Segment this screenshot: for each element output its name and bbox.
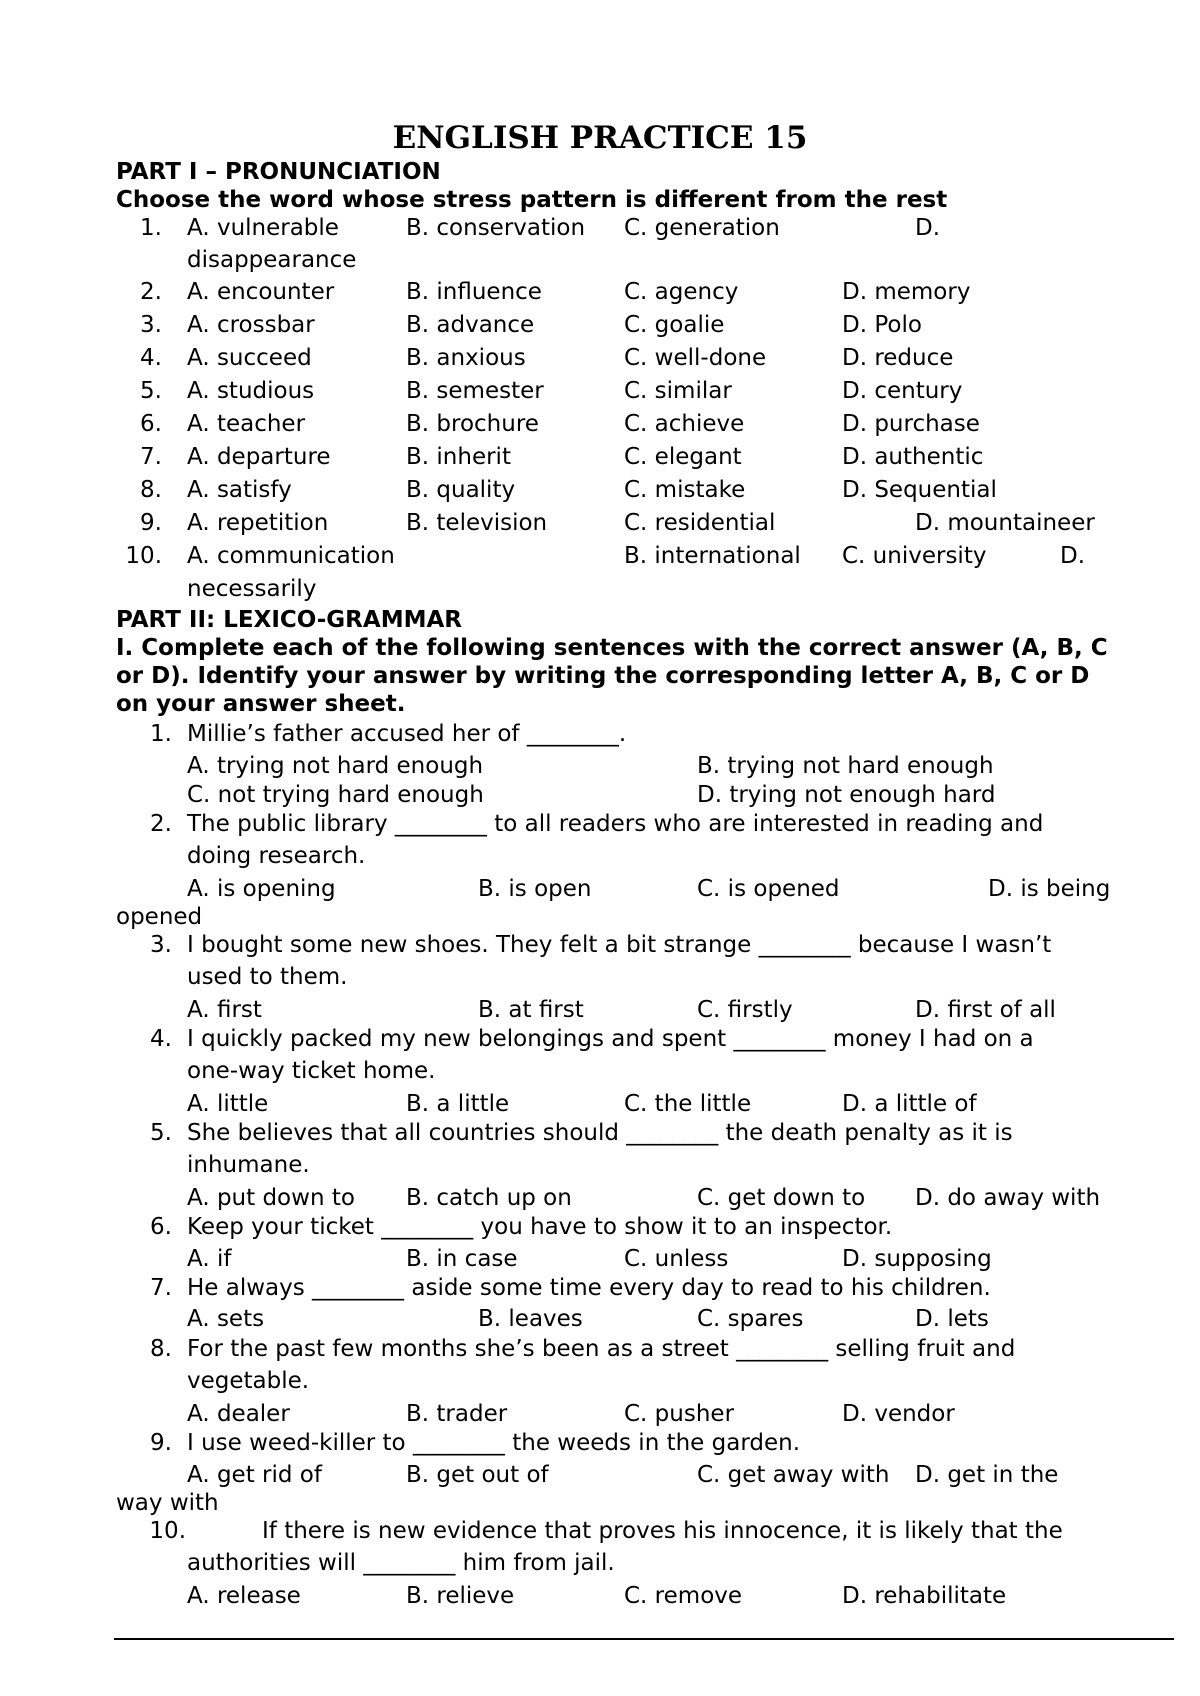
question-text: If there is new evidence that proves his innocence, it is likely that the: [262, 1518, 1063, 1544]
option-d: D. supposing: [842, 1246, 992, 1272]
option-b: B. influence: [406, 279, 542, 305]
question-text: I quickly packed my new belongings and spent ________ money I had on a: [187, 1026, 1034, 1052]
question-text: authorities will ________ him from jail.: [187, 1550, 615, 1576]
option-d: D. century: [842, 378, 963, 404]
part2-heading: PART II: LEXICO-GRAMMAR: [116, 607, 462, 633]
option-a: A. is opening: [187, 876, 336, 902]
question-text: I bought some new shoes. They felt a bit strange ________ because I wasn’t: [187, 932, 1052, 958]
option-a: A. trying not hard enough: [187, 753, 484, 779]
question-number: 1.: [150, 721, 172, 747]
option-a: A. satisfy: [187, 477, 292, 503]
question-text: He always ________ aside some time every day to read to his children.: [187, 1275, 991, 1301]
option-a: A. succeed: [187, 345, 312, 371]
option-b: B. conservation: [406, 215, 586, 241]
option-b: B. get out of: [406, 1462, 549, 1488]
option-b: B. is open: [478, 876, 592, 902]
item-number: 4.: [140, 345, 162, 371]
option-a: A. vulnerable: [187, 215, 339, 241]
question-number: 6.: [150, 1214, 172, 1240]
question-number: 10.: [149, 1518, 186, 1544]
option-a: A. departure: [187, 444, 331, 470]
question-text: Keep your ticket ________ you have to show it to an inspector.: [187, 1214, 893, 1240]
option-b: B. at first: [478, 997, 584, 1023]
option-b: B. leaves: [478, 1306, 583, 1332]
item-number: 3.: [140, 312, 162, 338]
option-a: A. if: [187, 1246, 232, 1272]
option-d: D. memory: [842, 279, 971, 305]
option-d: D. trying not enough hard: [697, 782, 996, 808]
option-d: D.: [915, 215, 941, 241]
option-c: C. mistake: [624, 477, 746, 503]
option-c: C. similar: [624, 378, 732, 404]
option-b: B. international: [624, 543, 801, 569]
question-text: vegetable.: [187, 1368, 310, 1394]
option-d-continued: opened: [116, 904, 203, 930]
question-number: 4.: [150, 1026, 172, 1052]
option-a: A. crossbar: [187, 312, 315, 338]
question-text: inhumane.: [187, 1152, 310, 1178]
option-d: D. lets: [915, 1306, 989, 1332]
option-d: D. first of all: [915, 997, 1056, 1023]
option-d: D. purchase: [842, 411, 980, 437]
option-d: D. is being: [988, 876, 1111, 902]
option-b: B. relieve: [406, 1583, 515, 1609]
option-c: C. residential: [624, 510, 776, 536]
option-b: B. advance: [406, 312, 535, 338]
option-b: B. television: [406, 510, 548, 536]
option-d: D. vendor: [842, 1401, 955, 1427]
question-text: used to them.: [187, 964, 348, 990]
option-b: B. trying not hard enough: [697, 753, 994, 779]
part1-instruction: Choose the word whose stress pattern is different from the rest: [116, 187, 948, 213]
option-b: B. anxious: [406, 345, 526, 371]
option-b: B. trader: [406, 1401, 508, 1427]
question-number: 3.: [150, 932, 172, 958]
option-b: B. brochure: [406, 411, 539, 437]
option-c: C. not trying hard enough: [187, 782, 484, 808]
document-title: ENGLISH PRACTICE 15: [392, 120, 808, 156]
question-text: She believes that all countries should ________ the death penalty as it is: [187, 1120, 1013, 1146]
option-b: B. quality: [406, 477, 516, 503]
option-d-continued: disappearance: [187, 247, 357, 273]
part2-instruction: I. Complete each of the following sentences with the correct answer (A, B, C or D). Identify your answer by writing the corresponding letter A, B, C or D on your answer sheet.: [116, 635, 1108, 717]
option-d-continued: necessarily: [187, 576, 317, 602]
option-d: D. do away with: [915, 1185, 1101, 1211]
option-d: D. authentic: [842, 444, 984, 470]
item-number: 5.: [140, 378, 162, 404]
option-c: C. agency: [624, 279, 739, 305]
option-a: A. first: [187, 997, 262, 1023]
option-c: C. the little: [624, 1091, 752, 1117]
item-number: 6.: [140, 411, 162, 437]
option-a: A. encounter: [187, 279, 335, 305]
option-c: C. university: [842, 543, 987, 569]
option-a: A. teacher: [187, 411, 306, 437]
item-number: 7.: [140, 444, 162, 470]
option-c: C. get away with: [697, 1462, 890, 1488]
option-a: A. get rid of: [187, 1462, 322, 1488]
option-b: B. inherit: [406, 444, 511, 470]
item-number: 9.: [140, 510, 162, 536]
option-c: C. get down to: [697, 1185, 866, 1211]
option-b: B. a little: [406, 1091, 510, 1117]
question-text: Millie’s father accused her of ________.: [187, 721, 627, 747]
question-number: 7.: [150, 1275, 172, 1301]
option-c: C. is opened: [697, 876, 840, 902]
question-text: I use weed-killer to ________ the weeds in the garden.: [187, 1430, 801, 1456]
option-a: A. studious: [187, 378, 315, 404]
option-c: C. elegant: [624, 444, 742, 470]
question-text: one-way ticket home.: [187, 1058, 436, 1084]
option-a: A. communication: [187, 543, 395, 569]
option-c: C. achieve: [624, 411, 745, 437]
option-a: A. repetition: [187, 510, 329, 536]
option-d-continued: way with: [116, 1490, 219, 1516]
question-text: For the past few months she’s been as a street ________ selling fruit and: [187, 1336, 1016, 1362]
option-b: B. catch up on: [406, 1185, 572, 1211]
item-number: 2.: [140, 279, 162, 305]
page-bottom-divider: [114, 1638, 1174, 1640]
question-number: 8.: [150, 1336, 172, 1362]
option-a: A. put down to: [187, 1185, 355, 1211]
item-number: 1.: [140, 215, 162, 241]
option-c: C. firstly: [697, 997, 793, 1023]
option-c: C. remove: [624, 1583, 743, 1609]
option-d: D. a little of: [842, 1091, 977, 1117]
option-a: A. dealer: [187, 1401, 290, 1427]
item-number: 10.: [125, 543, 162, 569]
option-a: A. little: [187, 1091, 269, 1117]
question-number: 2.: [150, 811, 172, 837]
option-d: D. mountaineer: [915, 510, 1095, 536]
option-b: B. semester: [406, 378, 544, 404]
option-c: C. well-done: [624, 345, 767, 371]
question-text: doing research.: [187, 843, 366, 869]
question-number: 9.: [150, 1430, 172, 1456]
option-a: A. release: [187, 1583, 301, 1609]
part1-heading: PART I – PRONUNCIATION: [116, 159, 441, 185]
question-text: The public library ________ to all readers who are interested in reading and: [187, 811, 1044, 837]
option-c: C. unless: [624, 1246, 729, 1272]
option-a: A. sets: [187, 1306, 265, 1332]
option-c: C. generation: [624, 215, 780, 241]
option-d: D. get in the: [915, 1462, 1059, 1488]
item-number: 8.: [140, 477, 162, 503]
option-b: B. in case: [406, 1246, 518, 1272]
option-c: C. pusher: [624, 1401, 735, 1427]
option-c: C. spares: [697, 1306, 804, 1332]
question-number: 5.: [150, 1120, 172, 1146]
option-d: D. reduce: [842, 345, 954, 371]
option-d: D. rehabilitate: [842, 1583, 1007, 1609]
option-d: D. Polo: [842, 312, 922, 338]
option-d: D. Sequential: [842, 477, 997, 503]
option-c: C. goalie: [624, 312, 725, 338]
option-d: D.: [1060, 543, 1086, 569]
